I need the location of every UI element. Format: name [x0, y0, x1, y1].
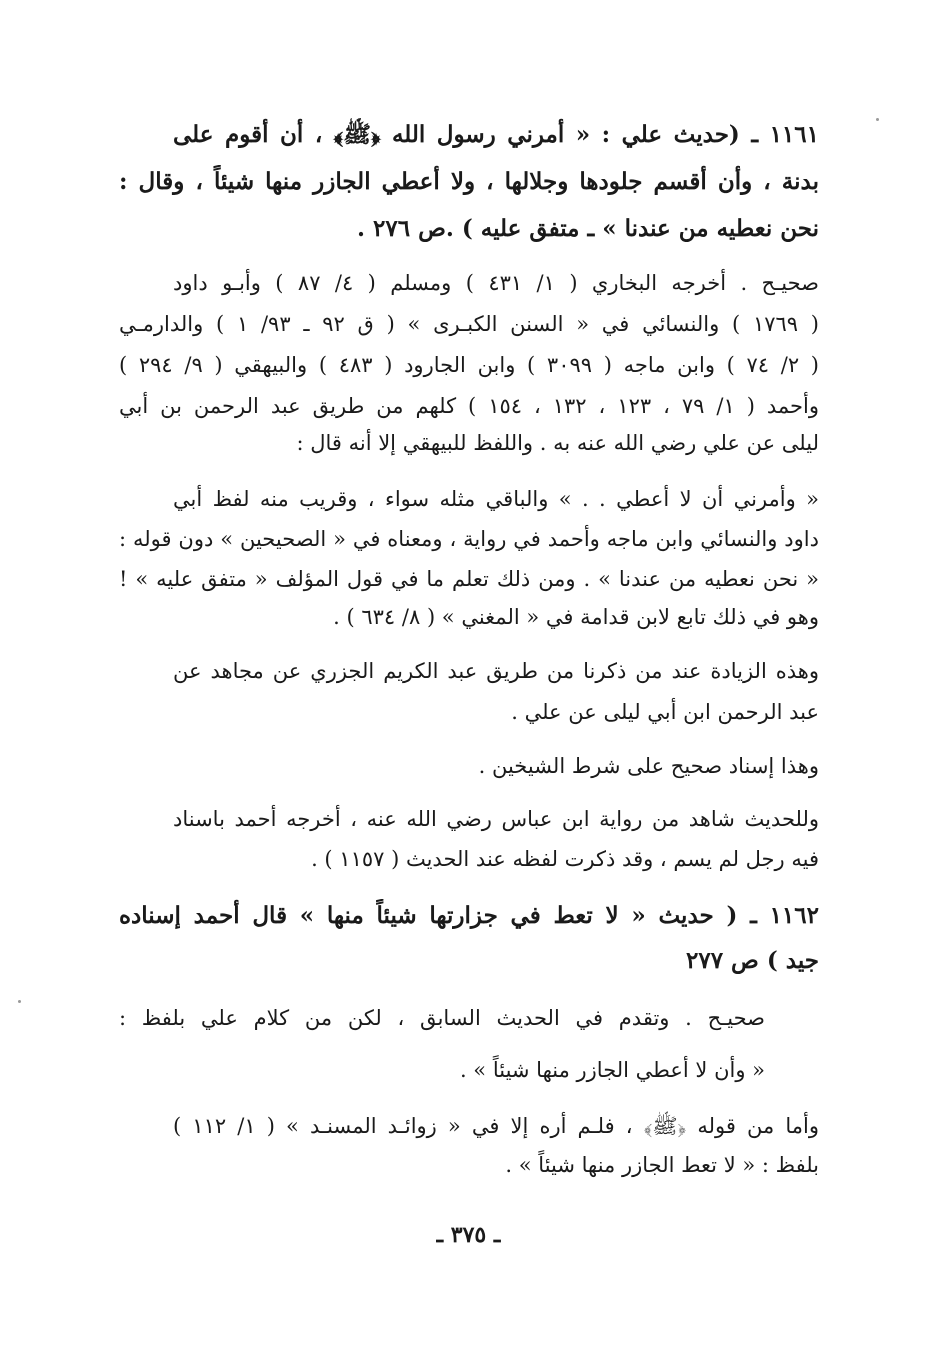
lafz-line-4: وهو في ذلك تابع لابن قدامة في « المغني » ( ٨/ ٦٣٤ ) .: [333, 605, 819, 629]
takhrij-1161-line-4: وأحمد ( ١/ ٧٩ ، ١٢٣ ، ١٣٢ ، ١٥٤ ) كلهم من طريق عبد الرحمن بن أبي: [119, 394, 819, 418]
lafz-line-1: « وأمرني أن لا أعطي . . » والباقي مثله سواء ، وقريب منه لفظ أبي: [173, 487, 819, 511]
page-number: ـ ٣٧٥ ـ: [436, 1222, 501, 1248]
shahid-line-1: وللحديث شاهد من رواية ابن عباس رضي الله عنه ، أخرجه أحمد باسناد: [173, 807, 819, 831]
takhrij-1161-line-5: ليلى عن علي رضي الله عنه به . واللفظ للبيهقي إلا أنه قال :: [296, 431, 819, 455]
hadith-1161-line-3: نحن نعطيه من عندنا » ـ متفق عليه ) .ص ٢٧٦ .: [356, 215, 819, 242]
scan-speck: [876, 118, 879, 121]
scan-speck: [18, 1000, 21, 1003]
lafz-line-2: داود والنسائي وابن ماجه وأحمد في رواية ، ومعناه في « الصحيحين » دون قوله :: [119, 527, 819, 551]
takhrij-1161-line-2: ( ١٧٦٩ ) والنسائي في « السنن الكبـرى » ( ق ٩٢ ـ ٩٣/ ١ ) والدارمـي: [119, 312, 819, 336]
hadith-1161-line-2: بدنة ، وأن أقسم جلودها وجلالها ، ولا أعطي الجازر منها شيئاً ، وقال :: [119, 168, 819, 195]
ziyada-line-2: عبد الرحمن ابن أبي ليلى عن علي .: [511, 700, 819, 724]
ziyada-line-1: وهذه الزيادة عند من ذكرنا من طريق عبد الكريم الجزري عن مجاهد عن: [173, 659, 819, 683]
takhrij-1162-line-1: صحيـح . وتقدم في الحديث السابق ، لكن من كلام علي بلفظ :: [119, 1006, 765, 1030]
isnad-line-1: وهذا إسناد صحيح على شرط الشيخين .: [478, 754, 819, 778]
takhrij-1161-line-3: ( ٢/ ٧٤ ) وابن ماجه ( ٣٠٩٩ ) وابن الجارود ( ٤٨٣ ) والبيهقي ( ٩/ ٢٩٤ ): [119, 353, 819, 377]
hadith-1162-line-1: ١١٦٢ ـ ( حديث « لا تعط في جزارتها شيئاً منها » قال أحمد إسناده: [119, 902, 819, 929]
hadith-1162-line-2: جيد ) ص ٢٧٧: [685, 947, 819, 974]
lafz-line-3: « نحن نعطيه من عندنا » . ومن ذلك تعلم ما في قول المؤلف « متفق عليه » !: [119, 567, 819, 591]
shahid-line-2: فيه رجل لم يسم ، وقد ذكرت لفظه عند الحديث ( ١١٥٧ ) .: [311, 847, 819, 871]
takhrij-1162-line-2: « وأن لا أعطي الجازر منها شيئاً » .: [459, 1058, 765, 1082]
qawluhu-line-2: بلفظ : « لا تعط الجازر منها شيئاً » .: [505, 1153, 819, 1177]
hadith-1161-line-1: ١١٦١ ـ (حديث علي : « أمرني رسول الله ﴿ﷺ﴾ ، أن أقوم على: [173, 121, 819, 148]
qawluhu-line-1: وأما من قوله ﴿ﷺ﴾ ، فلـم أره إلا في « زوائـد المسنـد » ( ١/ ١١٢ ): [173, 1114, 819, 1138]
takhrij-1161-line-1: صحيـح . أخرجه البخاري ( ١/ ٤٣١ ) ومسلم ( ٤/ ٨٧ ) وأبـو داود: [173, 271, 819, 295]
